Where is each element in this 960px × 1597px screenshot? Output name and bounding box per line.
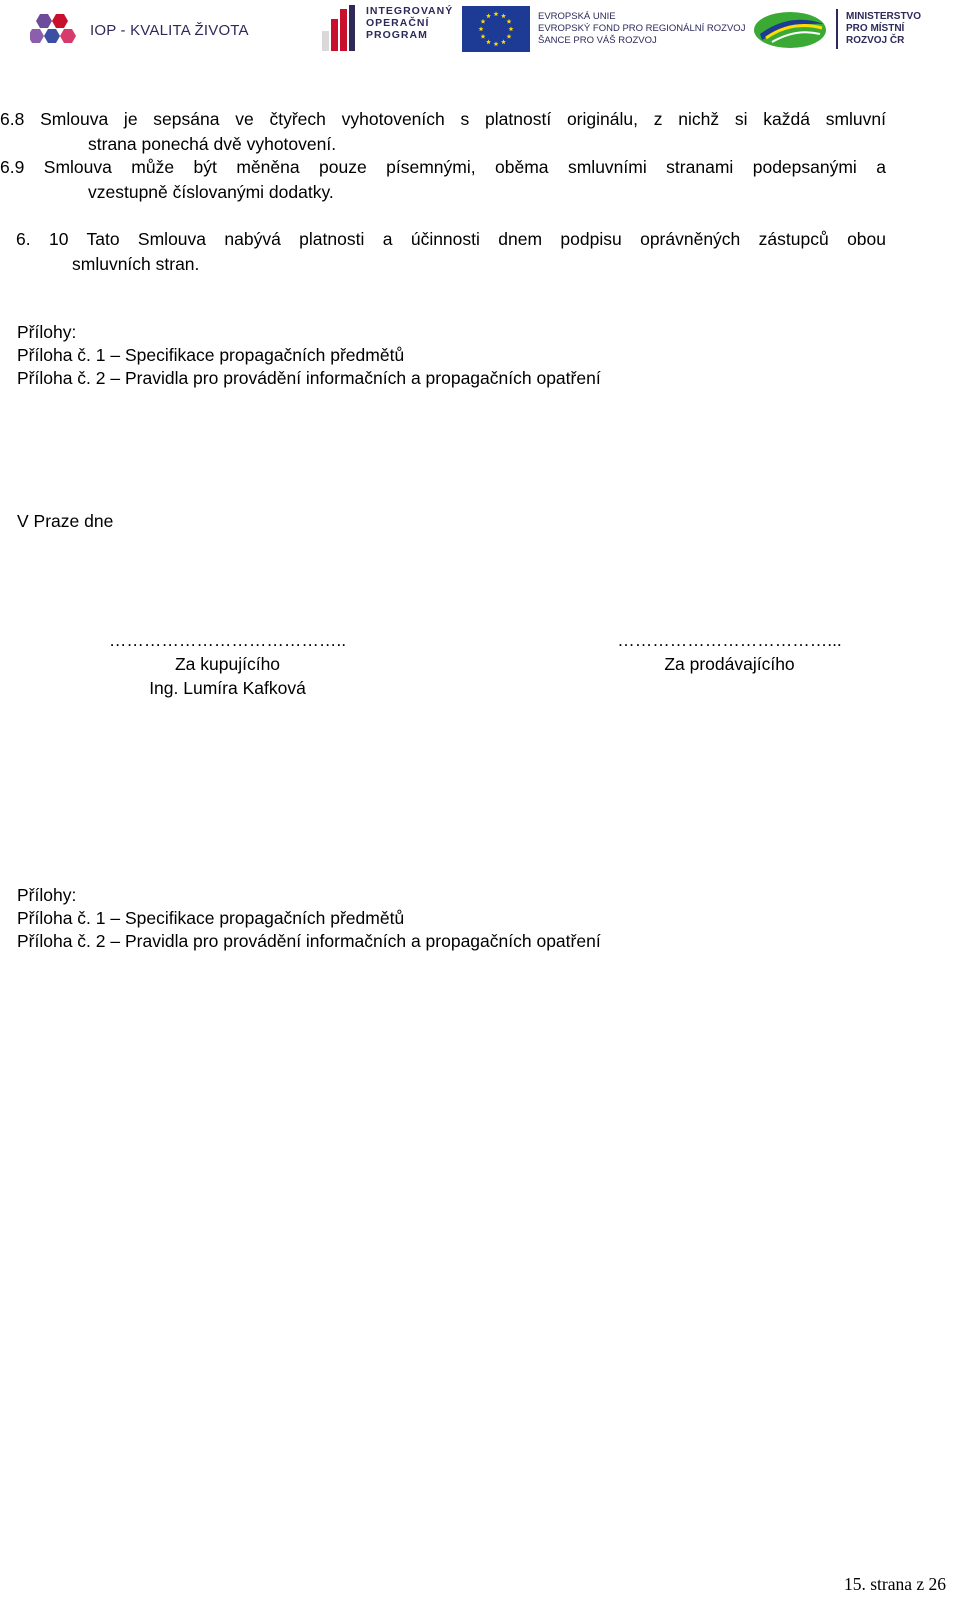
signature-role: Za kupujícího [174,654,281,674]
eu-flag-icon [462,6,530,52]
eu-logo [462,6,745,52]
clause-line: smluvních stran. [72,254,200,274]
ministry-logo-line: PRO MÍSTNÍ [846,23,905,34]
bar-chart-logo-icon [322,5,358,53]
eu-logo-line: EVROPSKÝ FOND PRO REGIONÁLNÍ ROZVOJ [538,23,746,34]
clause-line: 6. 10 Tato Smlouva nabývá platnosti a účinnosti dnem podpisu oprávněných zástupců obou [16,229,886,249]
clause-line: strana ponechá dvě vyhotovení. [88,134,337,154]
iop-logo-text: IOP - KVALITA ŽIVOTA [90,21,249,39]
integrated-logo-line: PROGRAM [366,29,428,41]
clause-6-8 [0,107,960,157]
attachment-item: Příloha č. 1 – Specifikace propagačních předmětů [17,345,405,365]
integrated-logo-line: INTEGROVANÝ [366,5,454,17]
signature-name: Ing. Lumíra Kafková [149,678,306,698]
eu-logo-line: EVROPSKÁ UNIE [538,11,616,22]
attachments-list [17,321,601,390]
signature-role: Za prodávajícího [664,654,795,674]
place-and-date: V Praze dne [17,511,114,531]
attachments-heading: Přílohy: [17,322,77,342]
iop-hexagon-icon [30,12,80,48]
clause-line: vzestupně číslovanými dodatky. [88,182,334,202]
signature-line: ………………………………... [617,630,842,650]
attachment-item: Příloha č. 1 – Specifikace propagačních předmětů [17,908,405,928]
clause-line: 6.9 Smlouva může být měněna pouze písemnými, oběma smluvními stranami podepsanými a [0,157,886,177]
eu-logo-line: ŠANCE PRO VÁŠ ROZVOJ [538,35,657,46]
logo-bar [0,0,960,62]
ministry-logo [752,6,921,52]
attachments-heading: Přílohy: [17,885,77,905]
signature-buyer [95,628,360,700]
clause-line: 6.8 Smlouva je sepsána ve čtyřech vyhotoveních s platností originálu, z nichž si každá smluvní [0,109,886,129]
attachments-list [17,884,601,953]
attachment-item: Příloha č. 2 – Pravidla pro provádění informačních a propagačních opatření [17,368,601,388]
ministry-swoosh-icon [752,6,830,52]
clause-6-10 [0,227,960,277]
clause-6-9 [0,155,960,205]
integrated-program-logo [322,5,453,53]
signature-seller [597,628,862,676]
ministry-logo-divider [836,9,838,49]
ministry-logo-line: ROZVOJ ČR [846,35,905,46]
ministry-logo-line: MINISTERSTVO [846,11,922,22]
integrated-logo-line: OPERAČNÍ [366,17,430,29]
attachment-item: Příloha č. 2 – Pravidla pro provádění informačních a propagačních opatření [17,931,601,951]
signature-line: ………………………………….. [108,630,347,650]
page-number: 15. strana z 26 [843,1574,946,1594]
iop-logo [30,12,249,48]
